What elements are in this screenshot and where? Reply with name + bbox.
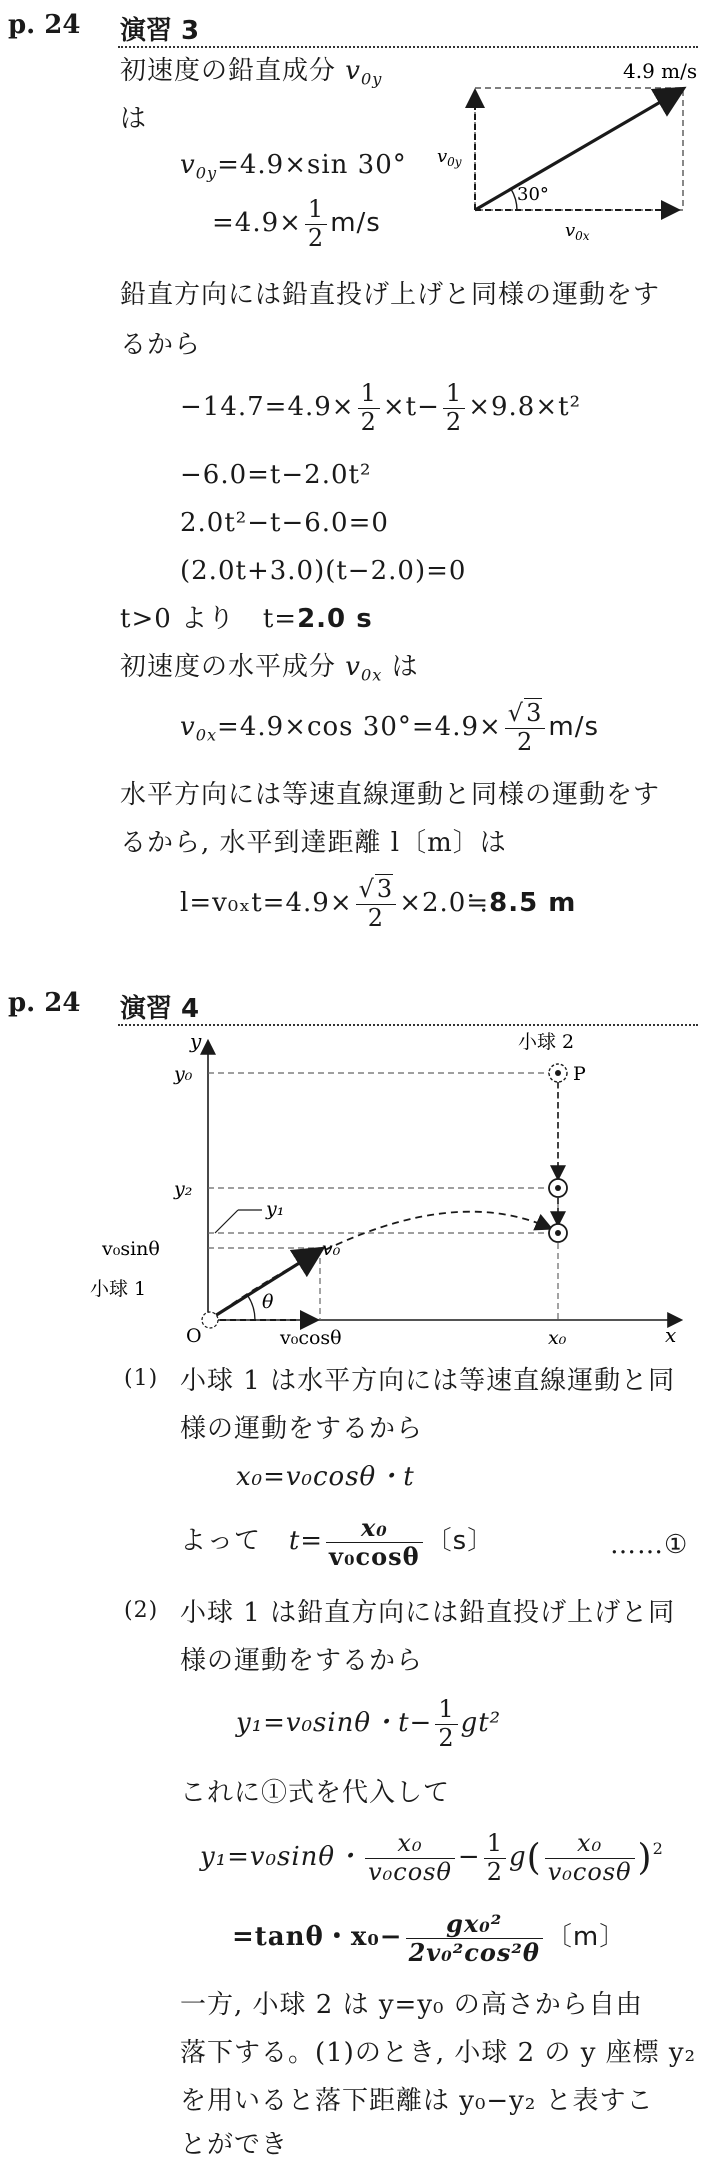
equation: y₁=v₀sinθ・t− $\frac{1}{2}$ gt² [236,1695,502,1752]
dotted-rule [118,1024,698,1026]
v0sin-label: v₀sinθ [102,1238,160,1260]
question-number: (2) [124,1598,159,1623]
y-axis-label: y [190,1029,202,1053]
equation: $v_{0y}=4.9\times\sin$ 30° [180,150,407,183]
text-line: 様の運動をするから [180,1414,424,1444]
text-line: 落下する。(1)のとき, 小球 2 の y 座標 y₂ [180,2038,697,2068]
y0-label: y₀ [174,1063,193,1085]
text-line: るから [120,330,202,360]
equation-ref: ……① [610,1530,689,1560]
y2-label: y₂ [174,1178,193,1200]
ball1 [202,1312,218,1328]
text-line: とができ [180,2130,289,2160]
equation: x₀=v₀cosθ・t [236,1462,415,1492]
angle-label: 30° [517,184,549,205]
text-line: は [120,104,148,134]
section-title-ex3: 演習 3 [120,16,200,46]
question-number: (1) [124,1366,159,1391]
equation: $v_{0x}=4.9\times\cos$ 30°=4.9× $\frac{√3}{2}$ m/s [180,699,600,756]
equation: よって t= $\frac{\text{x₀}}{\text{v₀cosθ}}$ 〔s〕 [180,1513,495,1571]
P-label: P [573,1063,586,1085]
origin-label: O [186,1325,202,1347]
section-title-ex4: 演習 4 [120,994,200,1024]
equation: y₁=v₀sinθ・ $\frac{\text{x₀}}{\text{v₀cosθ}}$ − $\frac{1}{2}$ g( $\frac{\text{x₀}}{\text{v₀cosθ}}$ )$^2$ [200,1829,664,1886]
equation: (2.0t+3.0)(t−2.0)=0 [180,556,467,586]
equation: l=v₀ₓt=4.9× $\frac{√3}{2}$ ×2.0≒8.5 m [180,875,577,932]
v0cos-label: v₀cosθ [280,1327,342,1349]
projectile-figure [90,1030,690,1350]
text-line: 初速度の鉛直成分 $v_{0y}$ [120,56,383,89]
section-page-ex3: p. 24 [8,10,81,40]
equation: =4.9× $\frac{1}{2}$ m/s [212,195,381,252]
v0-label: v₀ [322,1238,341,1260]
text-line: 小球 1 は水平方向には等速直線運動と同 [180,1366,676,1396]
text-line: これに①式を代入して [180,1778,451,1808]
text-line: るから, 水平到達距離 l〔m〕は [120,828,507,858]
dotted-rule [118,46,698,48]
theta-label: θ [262,1291,274,1313]
equation: 2.0t²−t−6.0=0 [180,508,389,538]
ball1-label: 小球 1 [90,1278,147,1300]
velocity-decomposition-figure [437,59,705,243]
text-line: 様の運動をするから [180,1646,424,1676]
text-line: 鉛直方向には鉛直投げ上げと同様の運動をす [120,280,661,310]
y1-label: y₁ [266,1198,285,1220]
text-line: 水平方向には等速直線運動と同様の運動をす [120,780,661,810]
section-page-ex4: p. 24 [8,988,81,1018]
text-line: 一方, 小球 2 は y=y₀ の高さから自由 [180,1990,643,2020]
vy-label: $v_{0y}$ [437,146,462,169]
equation: −14.7=4.9× $\frac{1}{2}$ ×t− $\frac{1}{2}$ ×9.8×t² [180,379,581,436]
x-axis-label: x [665,1323,677,1347]
equation: −6.0=t−2.0t² [180,460,372,490]
x0-label: x₀ [548,1327,567,1349]
text-line: t>0 より t=2.0 s [120,604,373,634]
vx-label: $v_{0x}$ [565,220,590,243]
equation-answer: =tanθ・x₀− $\frac{\text{gx₀²}}{\text{2v₀²cos²θ}}$ 〔m〕 [232,1909,627,1967]
velocity-arrow [475,90,681,210]
speed-label: 4.9 m/s [623,59,698,83]
text-line: 初速度の水平成分 $v_{0x}$ は [120,652,419,685]
text-line: を用いると落下距離は y₀−y₂ と表すこ [180,2086,654,2116]
text-line: 小球 1 は鉛直方向には鉛直投げ上げと同 [180,1598,676,1628]
ball2-label: 小球 2 [518,1031,575,1053]
